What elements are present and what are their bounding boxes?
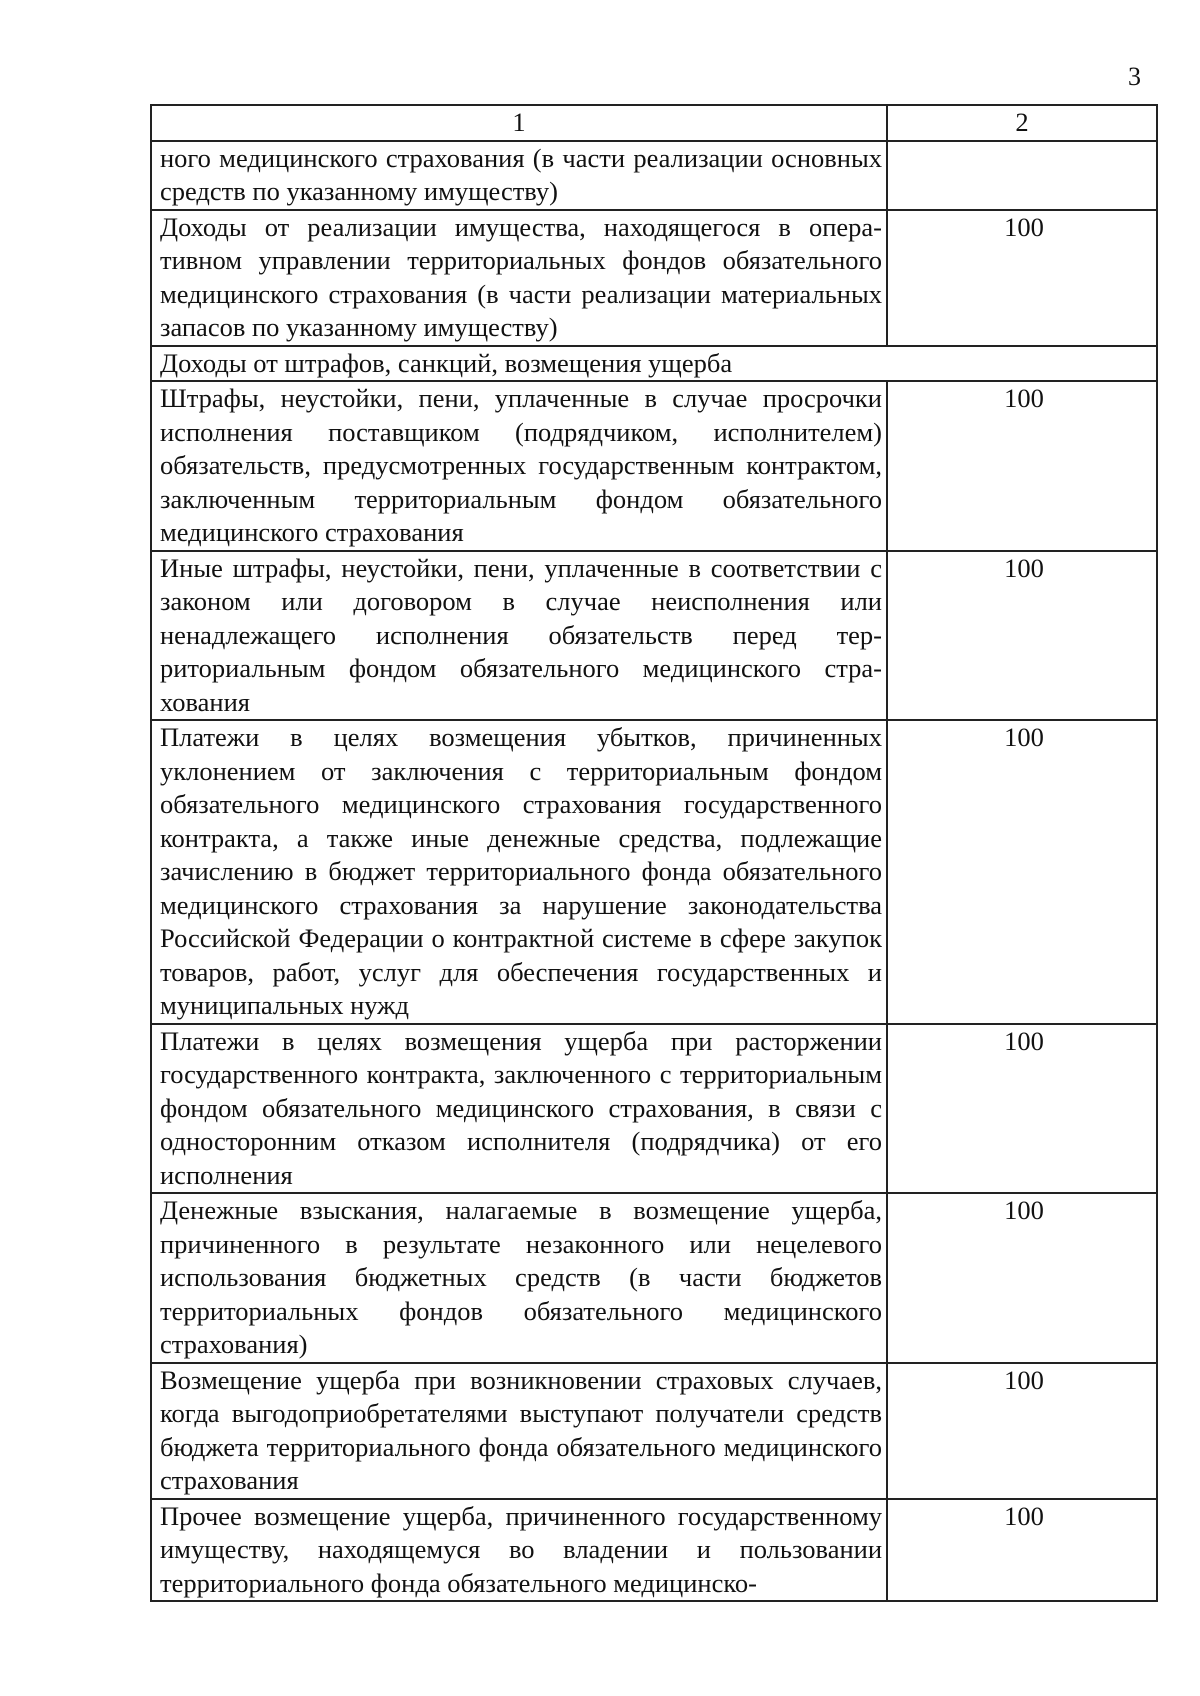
table-row: [151, 1363, 1157, 1499]
row-description: Штрафы, неустойки, пени, уплаченные в случае просрочки исполнения поставщиком (подрядчиком, исполнителем) обязательств, предусмотренных государственным контрактом, заключенным территориальным фондом обязательного медицинского страхования: [151, 381, 887, 551]
row-description: Прочее возмещение ущерба, причиненного государственному имуществу, находящемуся во владении и пользовании территориального фонда обязательного медицинско-: [151, 1499, 887, 1602]
table-row: [151, 381, 1157, 551]
page-number: 3: [1128, 62, 1141, 91]
row-description: Иные штрафы, неустойки, пени, уплаченные в соответствии с законом или договором в случае неисполнения или ненадлежащего исполнения обязательств перед территориальным фондом обязательного медицинского страхования: [151, 551, 887, 721]
column-header-1: 1: [151, 105, 887, 141]
table-row: [151, 1024, 1157, 1194]
row-description: Возмещение ущерба при возникновении страховых случаев, когда выгодоприобретателями выступают получатели средств бюджета территориального фонда обязательного медицинского страхования: [151, 1363, 887, 1499]
row-description: Денежные взыскания, налагаемые в возмещение ущерба, причиненного в результате незаконного или нецелевого использования бюджетных средств (в части бюджетов территориальных фондов обязательного медицинского страхования): [151, 1193, 887, 1363]
row-percent: 100: [887, 1024, 1157, 1194]
row-percent: 100: [887, 1193, 1157, 1363]
row-description: ного медицинского страхования (в части реализации основных средств по указанному имуществу): [151, 141, 887, 210]
column-header-2: 2: [887, 105, 1157, 141]
table-row: [151, 210, 1157, 346]
table-row: [151, 1499, 1157, 1602]
revenue-table: [150, 104, 1158, 1602]
table-row: [151, 1193, 1157, 1363]
row-percent: 100: [887, 1363, 1157, 1499]
row-percent: 100: [887, 551, 1157, 721]
row-percent: 100: [887, 720, 1157, 1024]
row-description: Платежи в целях возмещения ущерба при расторжении государственного контракта, заключенного с территориальным фондом обязательного медицинского страхования, в связи с односторонним отказом исполнителя (подрядчика) от его исполнения: [151, 1024, 887, 1194]
section-heading: Доходы от штрафов, санкций, возмещения ущерба: [151, 346, 1157, 382]
table-row: [151, 551, 1157, 721]
table-row: [151, 720, 1157, 1024]
row-description: Платежи в целях возмещения убытков, причиненных уклонением от заключения с территориальным фондом обязательного медицинского страхования государственного контракта, а также иные денежные средства, подлежащие зачислению в бюджет территориального фонда обязательного медицинского страхования за нарушение законодательства Российской Федерации о контрактной системе в сфере закупок товаров, работ, услуг для обеспечения государственных и муниципальных нужд: [151, 720, 887, 1024]
row-description: Доходы от реализации имущества, находящегося в оперативном управлении территориальных фондов обязательного медицинского страхования (в части реализации материальных запасов по указанному имуществу): [151, 210, 887, 346]
table-row: [151, 141, 1157, 210]
table-header-row: [151, 105, 1157, 141]
row-percent: 100: [887, 210, 1157, 346]
section-row: [151, 346, 1157, 382]
row-percent: 100: [887, 381, 1157, 551]
row-percent: [887, 141, 1157, 210]
row-percent: 100: [887, 1499, 1157, 1602]
